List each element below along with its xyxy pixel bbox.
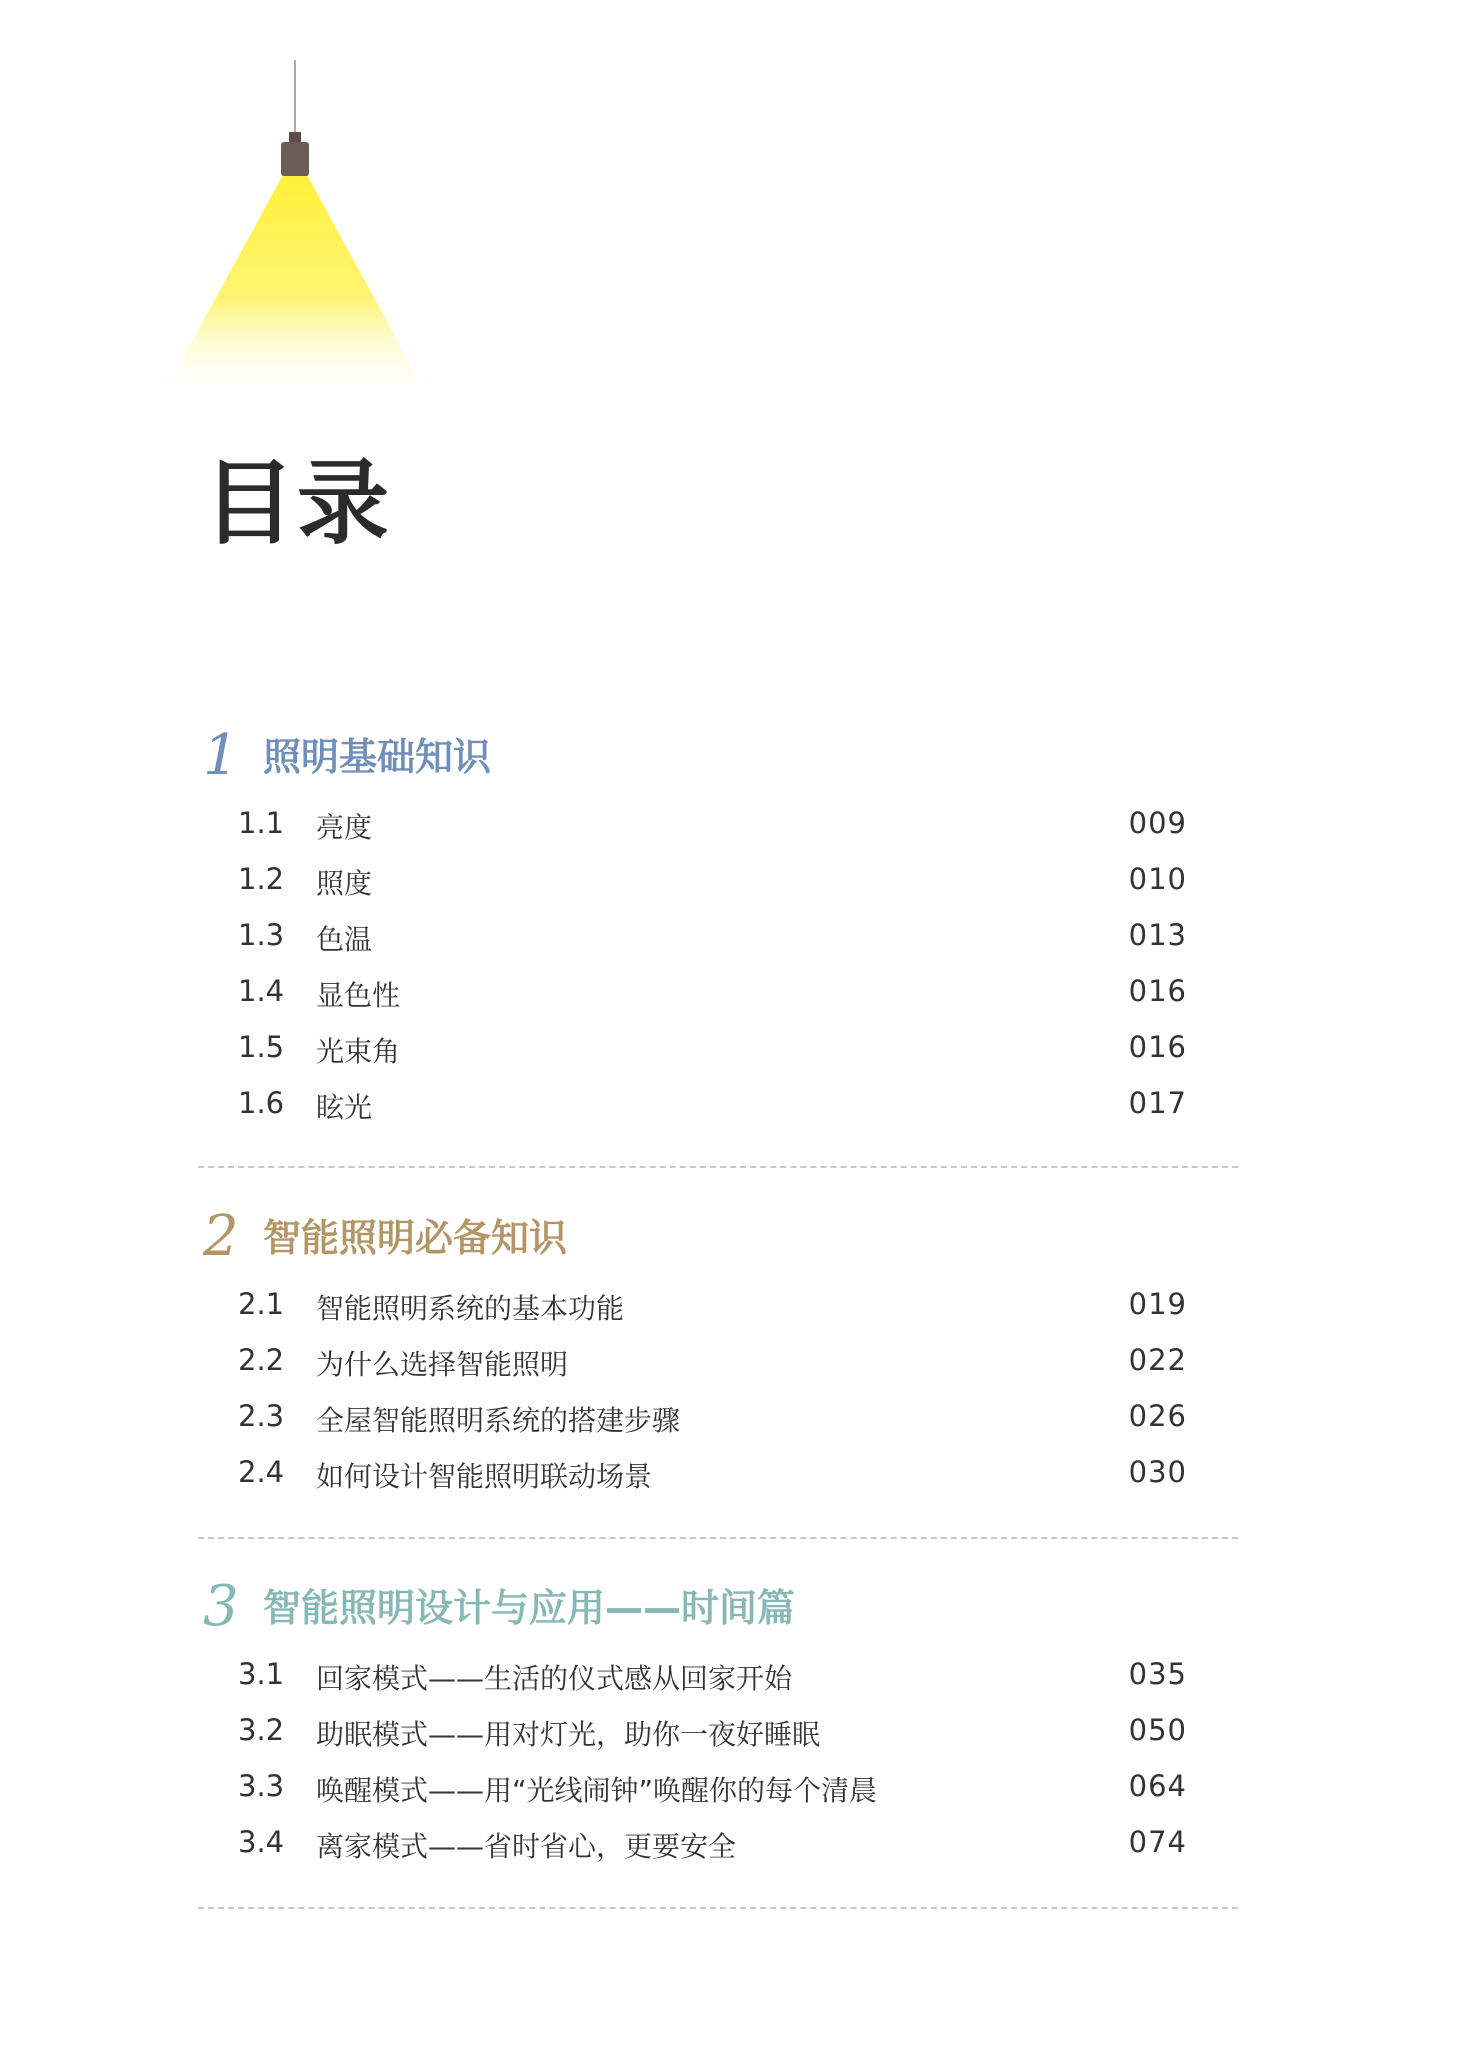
entry-number: 1.6 — [238, 1086, 285, 1120]
entry-number: 2.1 — [238, 1287, 285, 1321]
entry-number: 3.1 — [238, 1657, 285, 1691]
entry-page: 074 — [1128, 1825, 1187, 1859]
entry-label: 全屋智能照明系统的搭建步骤 — [316, 1404, 681, 1437]
entry-page: 064 — [1128, 1769, 1187, 1803]
entry-label: 色温 — [316, 923, 373, 956]
entry-page: 016 — [1128, 1030, 1187, 1064]
entry-label: 为什么选择智能照明 — [316, 1348, 569, 1381]
page-title: 目录 — [203, 450, 392, 557]
entry-page: 030 — [1128, 1455, 1187, 1489]
section-divider — [198, 1907, 1238, 1909]
entry-label: 回家模式——生活的仪式感从回家开始 — [316, 1662, 793, 1695]
entry-page: 026 — [1128, 1399, 1187, 1433]
entry-number: 1.3 — [238, 918, 285, 952]
lamp-body — [281, 142, 309, 176]
entry-page: 010 — [1128, 862, 1187, 896]
toc-entry[interactable] — [0, 1769, 1457, 1825]
entry-page: 009 — [1128, 806, 1187, 840]
toc-entry[interactable] — [0, 1399, 1457, 1455]
entry-label: 如何设计智能照明联动场景 — [316, 1460, 653, 1493]
entry-label: 唤醒模式——用“光线闹钟”唤醒你的每个清晨 — [316, 1774, 878, 1807]
entry-label: 显色性 — [316, 979, 401, 1012]
toc-entry[interactable] — [0, 918, 1457, 974]
entry-number: 1.4 — [238, 974, 285, 1008]
section-divider — [198, 1537, 1238, 1539]
entry-number: 1.1 — [238, 806, 285, 840]
section-divider — [198, 1166, 1238, 1168]
entry-page: 016 — [1128, 974, 1187, 1008]
chapter-title: 照明基础知识 — [263, 735, 492, 779]
toc-entry[interactable] — [0, 1287, 1457, 1343]
entry-number: 1.2 — [238, 862, 285, 896]
toc-entry[interactable] — [0, 1455, 1457, 1511]
entry-label: 亮度 — [316, 811, 373, 844]
entry-label: 光束角 — [316, 1035, 401, 1068]
entry-label: 离家模式——省时省心，更要安全 — [316, 1830, 737, 1863]
entry-number: 2.2 — [238, 1343, 285, 1377]
entry-number: 2.3 — [238, 1399, 285, 1433]
toc-entry[interactable] — [0, 1825, 1457, 1881]
entry-page: 013 — [1128, 918, 1187, 952]
entry-page: 050 — [1128, 1713, 1187, 1747]
light-beam — [160, 175, 430, 400]
chapter-title: 智能照明设计与应用——时间篇 — [263, 1586, 796, 1630]
toc-entry[interactable] — [0, 1030, 1457, 1086]
entry-number: 3.3 — [238, 1769, 285, 1803]
entry-label: 眩光 — [316, 1091, 373, 1124]
entry-number: 3.2 — [238, 1713, 285, 1747]
toc-entry[interactable] — [0, 1713, 1457, 1769]
entry-number: 1.5 — [238, 1030, 285, 1064]
pendant-lamp-illustration — [150, 60, 450, 400]
entry-number: 3.4 — [238, 1825, 285, 1859]
toc-entry[interactable] — [0, 862, 1457, 918]
entry-label: 智能照明系统的基本功能 — [316, 1292, 625, 1325]
entry-page: 035 — [1128, 1657, 1187, 1691]
entry-label: 照度 — [316, 867, 373, 900]
entry-page: 017 — [1128, 1086, 1187, 1120]
entry-number: 2.4 — [238, 1455, 285, 1489]
chapter-title: 智能照明必备知识 — [263, 1216, 568, 1260]
toc-entry[interactable] — [0, 1657, 1457, 1713]
toc-entry[interactable] — [0, 974, 1457, 1030]
entry-label: 助眠模式——用对灯光，助你一夜好睡眠 — [316, 1718, 821, 1751]
chapter-number: 2 — [203, 1204, 239, 1269]
toc-entry[interactable] — [0, 806, 1457, 862]
chapter-number: 1 — [203, 723, 239, 788]
entry-page: 019 — [1128, 1287, 1187, 1321]
toc-entry[interactable] — [0, 1086, 1457, 1142]
chapter-number: 3 — [203, 1574, 239, 1639]
entry-page: 022 — [1128, 1343, 1187, 1377]
toc-entry[interactable] — [0, 1343, 1457, 1399]
